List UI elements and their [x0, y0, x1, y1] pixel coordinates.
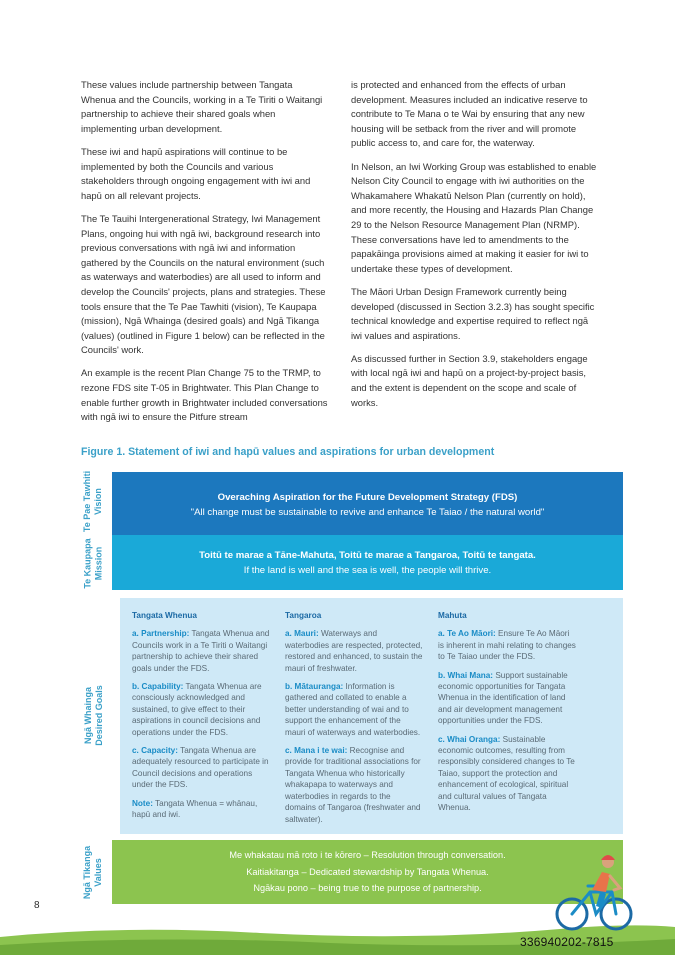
goal-item — [285, 745, 423, 825]
goal-label: a. Mauri: — [285, 629, 319, 639]
goal-text: Support sustainable economic opportunities for Tangata Whenua in the identification of land and air development management opportunities under the FDS. — [438, 670, 568, 726]
goals-column-heading: Tangata Whenua — [132, 611, 197, 620]
value-line: Kaitiakitanga – Dedicated stewardship by Tangata Whenua. — [246, 866, 489, 877]
mission-label-maori: Te Kaupapa — [82, 537, 93, 589]
goals-column-mahuta — [438, 610, 576, 821]
page-number: 8 — [34, 900, 40, 911]
document-code: 336940202-7815 — [520, 935, 614, 949]
goal-label: c. Capacity: — [132, 746, 178, 756]
value-line: Me whakatau mā roto i te kōrero – Resolution through conversation. — [229, 850, 506, 861]
values-label-english: Values — [93, 857, 104, 887]
goals-panel — [120, 598, 623, 834]
paragraph: These iwi and hapū aspirations will continue to be implemented by both the Councils and various stakeholders through ongoing engagement with iwi and hapū on all relevant projects. — [81, 145, 311, 201]
goal-text: Tangata Whenua are adequately resourced to participate in Council decisions and operations under the FDS. — [132, 746, 269, 790]
mission-statement: If the land is well and the sea is well, the people will thrive. — [243, 564, 492, 576]
goal-text: Tangata Whenua and Councils work in a Te Tiriti o Waitangi partnership to achieve their shared goals under the FDS. — [132, 629, 270, 673]
mission-band — [112, 535, 623, 590]
goals-column-tangaroa — [285, 610, 423, 832]
goal-text: Ensure Te Ao Māori is inherent in mahi relating to changes to Te Taiao under the FDS. — [438, 629, 576, 662]
values-side-label — [78, 838, 108, 906]
vision-statement: "All change must be sustainable to revive and enhance Te Taiao / the natural world" — [190, 507, 545, 518]
goal-text: Recognise and provide for traditional associations for Tangata Whenua who historically whakapapa to waterways and waterbodies in regards to the domains of Tangaroa (freshwater and saltwater). — [285, 746, 421, 824]
goals-label-maori: Ngā Whainga — [82, 686, 93, 744]
goal-label: Note: — [132, 798, 153, 808]
goals-column-heading: Mahuta — [438, 611, 467, 620]
mission-label-english: Mission — [93, 546, 103, 580]
vision-label-english: Vision — [93, 487, 103, 515]
mission-heading: Toitū te marae a Tāne-Mahuta, Toitū te marae a Tangaroa, Toitū te tangata. — [199, 549, 536, 561]
value-line: Ngākau pono – being true to the purpose of partnership. — [253, 883, 482, 894]
paragraph: The Māori Urban Design Framework currently being developed (discussed in Section 3.2.3) has sought specific technical knowledge and expertise required to reflect ngā iwi values and aspirations. — [351, 285, 595, 341]
goal-text: Sustainable economic outcomes, resulting from responsibly considered changes to Te Taiao, support the protection and enhancement of ecological, spiritual and cultural values of Tangata Whenua. — [438, 734, 575, 813]
paragraph: As discussed further in Section 3.9, stakeholders engage with local ngā iwi and hapū on a project-by-project basis, and the extent is dependent on the scope and scale of works. — [351, 352, 588, 408]
goal-item — [285, 681, 423, 738]
goal-text: Tangata Whenua are consciously acknowledged and sustained, to give effect to their aspirations in council decisions and operations under the FDS. — [132, 682, 262, 737]
paragraph: is protected and enhanced from the effects of urban development. Measures included an indicative reserve to contribute to Te Mana o te Wai by ensuring that any new housing will be setback from the river and will promote public access to, and care for, the waterway. — [351, 79, 588, 149]
goal-label: a. Partnership: — [132, 629, 190, 639]
goals-column-heading: Tangaroa — [285, 611, 322, 620]
vision-label-maori: Te Pae Tawhiti — [82, 470, 93, 532]
goal-note — [132, 798, 270, 821]
goal-item — [438, 628, 576, 662]
goal-text: Information is gathered and collated to enable a better understanding of wai and to support the enhancement of the mauri of waterways and waterbodies. — [285, 682, 421, 737]
goal-label: b. Capability: — [132, 682, 184, 692]
paragraph: These values include partnership between Tangata Whenua and the Councils, working in a Te Tiriti o Waitangi partnership to achieve their shared goals when implementing urban development. — [81, 79, 323, 134]
goal-item — [438, 734, 576, 814]
goal-label: c. Mana i te wai: — [285, 746, 348, 756]
body-text-left-column — [81, 78, 329, 433]
vision-band — [112, 472, 623, 538]
goal-label: b. Mātauranga: — [285, 682, 344, 692]
goal-label: a. Te Ao Māori: — [438, 629, 496, 639]
goal-item — [438, 670, 576, 727]
figure-title: Figure 1. Statement of iwi and hapū values and aspirations for urban development — [81, 446, 495, 458]
vision-heading: Overaching Aspiration for the Future Development Strategy (FDS) — [217, 492, 518, 503]
goal-text: Tangata Whenua = whānau, hapū and iwi. — [132, 798, 258, 820]
paragraph: The Te Tauihi Intergenerational Strategy, Iwi Management Plans, ongoing hui with ngā iwi, background research into previous conversations with ngā iwi and information gathered by the Councils on the natural environment (such as waterways and waterbodies) are all used to inform and develop the Councils' projects, plans and strategies. These tools ensure that the Te Pae Tawhiti (vision), Te Kaupapa (mission), Ngā Whainga (desired goals) and Ngā Tikanga (values) (outlined in Figure 1 below) can be reflected in the Councils' work. — [81, 212, 326, 356]
cyclist-illustration — [552, 848, 636, 934]
values-band — [112, 840, 623, 904]
body-text-right-column — [351, 78, 599, 419]
values-label-maori: Ngā Tikanga — [82, 845, 93, 899]
paragraph: An example is the recent Plan Change 75 to the TRMP, to rezone FDS site T-05 in Brightwater. This Plan Change to enable further growth in Brightwater included conversations with ngā iwi to ensure the Pitfure stream — [81, 367, 328, 423]
goal-label: c. Whai Oranga: — [438, 734, 501, 744]
mission-side-label — [78, 533, 108, 593]
goal-item — [132, 681, 270, 738]
paragraph: In Nelson, an Iwi Working Group was established to enable Nelson City Council to engage with iwi authorities on the Whakamahere Whakatū Nelson Plan (currently on hold), and more recently, the Housing and Hazards Plan Change 29 to the Nelson Resource Management Plan (NRMP). These conversations have led to amendments to the papakāinga provisions aimed at making it easier for iwi to undertake these types of development. — [351, 160, 597, 274]
goal-item — [132, 745, 270, 791]
goals-label-english: Desired Goals — [93, 684, 103, 746]
goals-column-tangata-whenua — [132, 610, 270, 828]
goals-side-label — [78, 650, 108, 780]
vision-side-label — [78, 462, 108, 540]
goal-item — [285, 628, 423, 674]
goal-text: Waterways and waterbodies are respected, protected, restored and enhanced, to sustain the mauri of freshwater. — [285, 629, 423, 673]
goal-item — [132, 628, 270, 674]
goal-label: b. Whai Mana: — [438, 670, 494, 680]
